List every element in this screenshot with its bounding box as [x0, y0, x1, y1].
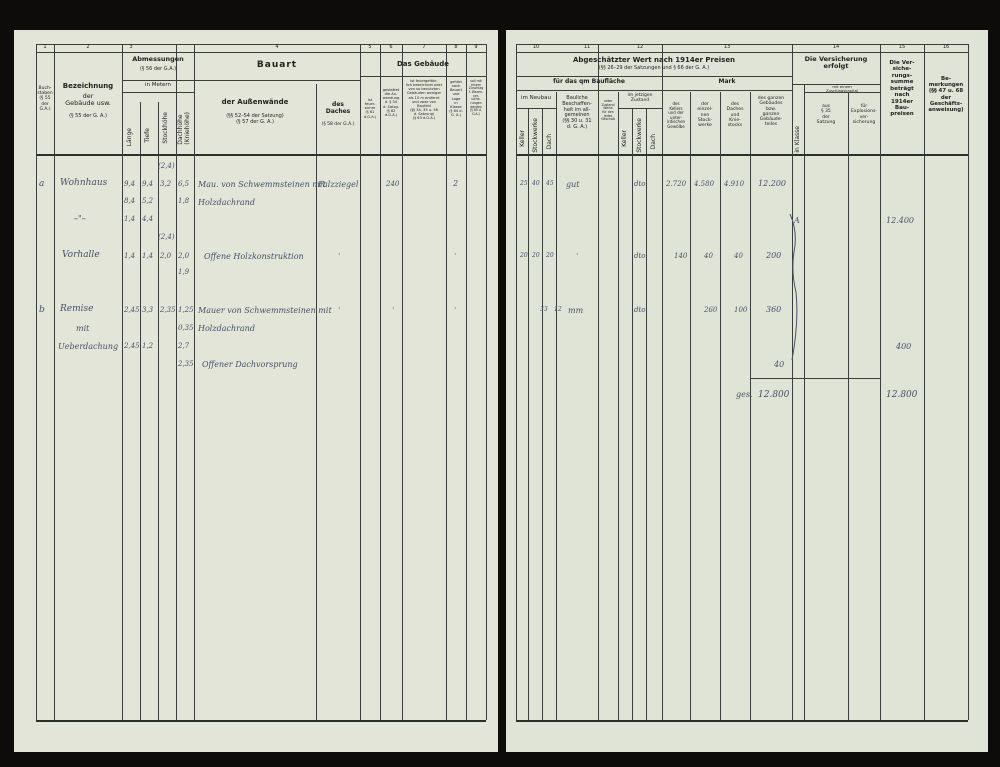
entry-qm: 40 — [532, 180, 540, 187]
entry-qm: 25 — [520, 180, 528, 187]
left-page — [14, 30, 498, 752]
entry-dim: 5,2 — [142, 197, 154, 205]
col-line — [54, 44, 55, 720]
col-number: 5 — [368, 44, 372, 50]
entry-dim: 1,4 — [124, 215, 136, 223]
header-m-ganz: des ganzen Gebäudes bzw. ganzen Gebäude- teiles — [757, 96, 785, 128]
header-gestattet: gestattet die An- wendung d. § 54 d. Satzg. (§ 62 d.G.A.) — [382, 88, 400, 117]
header-zuschlagskapital: mit einem Zuschlagskapital — [825, 84, 859, 94]
brace-mark — [788, 212, 802, 362]
col-line — [750, 92, 751, 720]
entry-letter: b — [39, 305, 45, 315]
entry-m-ganz: 40 — [774, 360, 785, 369]
frame-bottom-line — [516, 720, 968, 722]
entry-dim: 1,2 — [142, 342, 154, 350]
header-fuer-qm: für das qm Baufläche — [553, 78, 625, 85]
header-dach-2: Dach — [650, 134, 657, 150]
header-sub-line — [122, 92, 194, 93]
header-feuersicher: ist feuer- sicher (§ 61 d.G.A.) — [363, 98, 377, 119]
entry-wall: Offene Holzkonstruktion — [204, 252, 304, 261]
entry-roof: Falzziegel — [318, 180, 359, 189]
header-dachhoehe: Dachhöhe (Kniehöhe) — [177, 112, 191, 145]
col-number: 15 — [898, 44, 906, 50]
entry-zustand: dto — [634, 252, 646, 260]
header-stockhoehe: Stockhöhe — [162, 112, 169, 144]
col-number: 12 — [636, 44, 644, 50]
entry-dim: 3,2 — [160, 180, 172, 188]
header-keller: Keller — [519, 130, 526, 147]
entry-gestattet: · — [392, 304, 395, 313]
header-aussenwaende: der Außenwände — [221, 98, 289, 106]
entry-wall: Holzdachrand — [198, 198, 255, 207]
entry-m-ganz: 360 — [766, 305, 782, 314]
entry-beschaffenheit: mm — [568, 306, 584, 315]
entry-m-stock: 260 — [704, 306, 718, 314]
entry-wall: Holzdachrand — [198, 324, 255, 333]
col-line — [176, 44, 177, 720]
entry-m-dach: 100 — [734, 306, 748, 314]
col-line — [848, 92, 849, 720]
entry-m-dach: 4.910 — [724, 180, 745, 188]
entry-m-keller: 2.720 — [666, 180, 687, 188]
entry-roof: · — [338, 250, 341, 259]
header-summe: Die Ver- siche- rungs- summe beträgt nach 1914er Bau- preisen — [889, 60, 915, 118]
header-wert-ref: (§§ 26–29 der Satzungen und § 66 der G. A.) — [598, 65, 710, 71]
entry-total-ganz: 12.800 — [758, 390, 790, 400]
col-number: 8 — [454, 44, 458, 50]
entry-wall: Mauer von Schwemmsteinen mit — [198, 306, 332, 315]
header-aussenwaende-ref: (§§ 52–54 der Satzung) (§ 57 der G. A.) — [226, 113, 284, 125]
header-sub-line — [618, 108, 662, 109]
entry-dim: 1,4 — [124, 252, 136, 260]
col-line — [662, 44, 663, 720]
col-line — [486, 44, 487, 720]
col-line — [446, 44, 447, 720]
header-bemerkungen: Be- merkungen (§§ 47 u. 68 der Geschäfts- anweisung) — [928, 76, 964, 114]
frame-bottom-line — [36, 720, 486, 722]
total-rule — [750, 378, 880, 379]
col-line — [618, 92, 619, 720]
entry-beschaffenheit: gut — [566, 180, 580, 189]
col-line — [720, 92, 721, 720]
col-number: 4 — [275, 44, 279, 50]
entry-ditto: –"– — [74, 214, 86, 223]
col-line — [36, 44, 37, 720]
entry-dim: 4,4 — [142, 215, 154, 223]
col-line — [122, 44, 123, 720]
col-number: 16 — [942, 44, 950, 50]
entry-building-name: Ueberdachung — [58, 342, 119, 351]
col-line — [792, 44, 793, 720]
header-im-neubau: im Neubau — [521, 95, 551, 101]
entry-roof: · — [338, 304, 341, 313]
header-sub-line — [516, 90, 792, 91]
col-line — [556, 92, 557, 720]
header-bezeichnung: Bezeichnung — [62, 82, 114, 90]
entry-klasse: · — [454, 304, 457, 313]
entry-qm: 20 — [546, 252, 554, 259]
entry-dim: 6,5 — [178, 180, 190, 188]
header-sub-line — [122, 80, 194, 81]
col-line — [690, 92, 691, 720]
col-line — [158, 102, 159, 720]
col-line — [542, 108, 543, 720]
header-m-stock: der einzel- nen Stock- werke — [697, 102, 713, 129]
entry-wall: Offener Dachvorsprung — [202, 360, 298, 369]
colnum-line — [516, 52, 968, 53]
header-in-klasse: in Klasse — [794, 126, 801, 153]
entry-dim: 9,4 — [142, 180, 154, 188]
col-line — [804, 84, 805, 720]
header-stockwerke-2: Stockwerke — [636, 118, 643, 153]
header-explosion: für Explosions- ver- sicherung — [850, 104, 878, 125]
entry-qm: 20 — [520, 252, 528, 259]
entry-m-ganz: 200 — [766, 251, 782, 260]
entry-zustand: dto — [634, 180, 646, 188]
header-abmessungen-ref: (§ 56 der G.A.) — [139, 66, 177, 72]
col-line — [466, 44, 467, 720]
entry-m-ganz: 12.200 — [758, 179, 786, 188]
col-number: 7 — [422, 44, 426, 50]
col-line — [968, 44, 969, 720]
col-line — [880, 44, 881, 720]
entry-building-name: Wohnhaus — [60, 178, 108, 188]
header-bezeichnung-ref: (§ 55 der G. A.) — [69, 113, 107, 119]
entry-dim: 3,3 — [142, 306, 154, 314]
col-number: 9 — [474, 44, 478, 50]
entry-qm: 20 — [532, 252, 540, 259]
entry-building-name: Remise — [60, 304, 94, 314]
entry-total-label: ges. — [736, 390, 753, 399]
header-sub-line — [194, 80, 360, 81]
header-bauliche: Bauliche Beschaffen- heit im all- gemeinen (§§ 30 u. 31 d. G. A.) — [562, 95, 592, 130]
col-number: 1 — [43, 44, 47, 50]
right-page — [506, 30, 988, 752]
header-laenge: Länge — [126, 128, 133, 147]
entry-klasse: 2 — [453, 179, 459, 188]
header-bottom-line — [36, 154, 486, 156]
header-daches-ref: (§ 58 der G.A.) — [321, 122, 355, 127]
entry-building-name: Vorhalle — [62, 250, 100, 260]
col-number: 14 — [832, 44, 840, 50]
col-line — [140, 102, 141, 720]
entry-dim: 1,4 — [142, 252, 154, 260]
header-abmessungen: Abmessungen — [132, 55, 184, 63]
entry-distance: 240 — [386, 180, 400, 188]
entry-dim: 2,0 — [160, 252, 172, 260]
header-zuschlag: soll mit einem Zuschlag f. Waren- ver- siche- rungen werden (§ 65 d. G.A.) — [468, 79, 484, 117]
header-keller-2: Keller — [621, 130, 628, 147]
col-line — [632, 108, 633, 720]
entry-dim: 2,35 — [160, 306, 176, 314]
header-klasse: gehört nach Bauart und Lage in Klasse (§ 64 d. G. A.) — [449, 80, 463, 117]
col-number: 2 — [86, 44, 90, 50]
header-mark: Mark — [718, 78, 736, 85]
header-versicherung: Die Versicherung erfolgt — [804, 55, 868, 71]
col-line — [516, 44, 517, 720]
col-line — [646, 108, 647, 720]
entry-wall: Mau. von Schwemmsteinen mit — [198, 180, 326, 189]
entry-m-stock: 40 — [704, 252, 713, 260]
entry-summe: 12.400 — [886, 216, 914, 225]
col-number: 3 — [129, 44, 133, 50]
header-wert: Abgeschätzter Wert nach 1914er Preisen — [572, 56, 736, 64]
header-sub-line — [360, 76, 486, 77]
colnum-line — [36, 52, 486, 53]
entry-summe: 400 — [896, 342, 912, 351]
entry-dim: 2,45 — [124, 306, 140, 314]
entry-dim: 1,25 — [178, 306, 194, 314]
header-sub-line — [516, 76, 792, 77]
header-aus-35: aus § 35 der Satzung — [816, 104, 836, 125]
entry-beschaffenheit: · — [576, 250, 579, 259]
entry-dim: 9,4 — [124, 180, 136, 188]
entry-total-summe: 12.800 — [886, 390, 918, 400]
header-m-keller: des Kellers und der unter- irdischen Gewölbe — [666, 101, 686, 129]
entry-qm: 33 — [540, 306, 548, 313]
col-number: 6 — [389, 44, 393, 50]
col-number: 11 — [583, 44, 591, 50]
header-bezeichnung-sub: der Gebäude usw. — [65, 92, 111, 108]
header-dach: Dach — [546, 134, 553, 150]
col-line — [194, 44, 195, 720]
entry-dim: 2,0 — [178, 252, 190, 260]
entry-dim: 1,8 — [178, 197, 190, 205]
col-line — [528, 108, 529, 720]
header-tiefe: Tiefe — [144, 128, 151, 143]
header-daches: des Daches — [325, 101, 351, 115]
entry-qm: 45 — [546, 180, 554, 187]
header-sub-line — [516, 108, 556, 109]
header-abschlag: unter Zustand Werte für den jedes Geschoß — [601, 99, 615, 122]
entry-dim: 2,45 — [124, 342, 140, 350]
entry-m-stock: 4.580 — [694, 180, 715, 188]
entry-dim: 0,35 — [178, 324, 194, 332]
entry-dim: 2,35 — [178, 360, 194, 368]
entry-letter: a — [39, 179, 45, 189]
col-line — [380, 44, 381, 720]
header-bauart: Bauart — [256, 60, 298, 70]
entry-in-klasse: A — [794, 216, 800, 225]
header-in-metern: in Metern — [144, 82, 172, 88]
entry-m-dach: 40 — [734, 252, 743, 260]
col-line — [402, 44, 403, 720]
col-line — [598, 44, 599, 720]
entry-note: (2,4) — [158, 233, 175, 241]
header-stockwerke: Stockwerke — [532, 118, 539, 153]
header-gebaeude: Das Gebäude — [396, 60, 450, 68]
entry-zustand: dto — [634, 306, 646, 314]
entry-klasse: · — [454, 250, 457, 259]
entry-m-keller: 140 — [674, 252, 688, 260]
col-number: 10 — [532, 44, 540, 50]
entry-ditto: mit — [76, 324, 90, 333]
header-bottom-line — [516, 154, 968, 156]
header-feuergefaehrlich: ist feuergefähr- lich bezeichnet oder von so benutzten Gebäuden weniger als 10 m entfernt und zwar von Baufeld (§§ 34, 35 u. 56 d. Satzung) (§ 63 d.G.A.) — [405, 79, 443, 121]
col-line — [360, 44, 361, 720]
col-line — [924, 44, 925, 720]
header-buchstaben: Buch- staben (§ 55 der G.A.) — [37, 86, 53, 112]
col-number: 13 — [723, 44, 731, 50]
header-im-jetzigen: im jetzigen Zustand — [627, 93, 653, 104]
header-m-dach: des Daches und Knie- stocks — [726, 102, 744, 129]
entry-note: (2,4) — [158, 162, 175, 170]
entry-dim: 1,9 — [178, 268, 190, 276]
entry-dim: 2,7 — [178, 342, 190, 350]
entry-qm: 12 — [554, 306, 562, 313]
entry-dim: 8,4 — [124, 197, 136, 205]
